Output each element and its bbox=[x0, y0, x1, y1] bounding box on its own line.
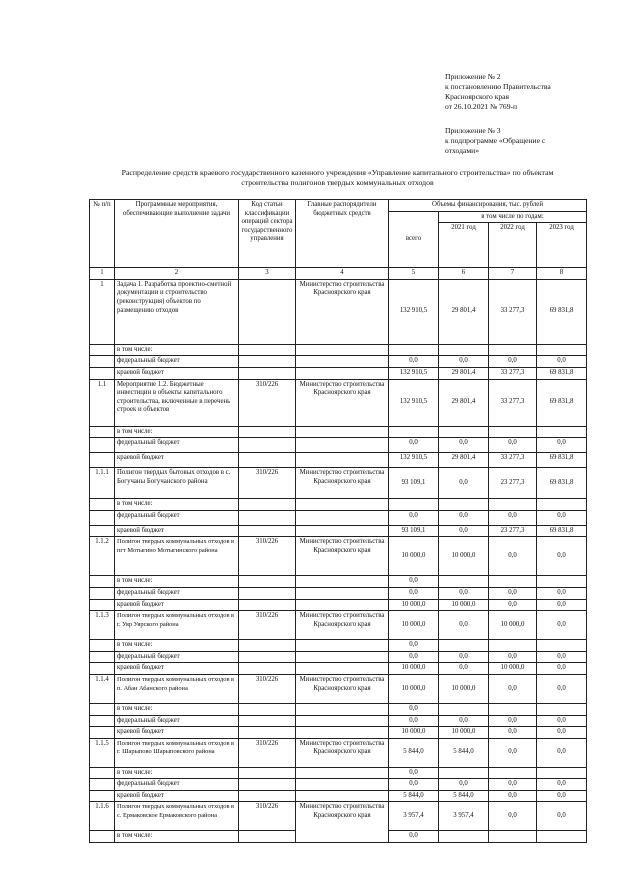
row-name: Полигон твердых коммунальных отходов в с. Ермаковское Ермаковского района bbox=[115, 802, 239, 831]
header-managers: Главные распорядители бюджетных средств bbox=[296, 200, 389, 268]
row-name: Полигон твердых коммунальных отходов в г. Шарыпово Шарыповского района bbox=[115, 738, 239, 767]
appendix-line: Приложение № 3 bbox=[445, 126, 501, 135]
row-ministry: Министерство строительства Красноярского края bbox=[296, 674, 389, 703]
table-row bbox=[90, 367, 587, 379]
reg-2022: 23 277,3 bbox=[489, 525, 537, 537]
reg-total: 10 000,0 bbox=[389, 663, 439, 675]
incl-label: в том числе: bbox=[115, 703, 239, 715]
table-row bbox=[90, 599, 587, 611]
row-2022: 33 277,3 bbox=[489, 379, 537, 426]
row-total: 132 910,5 bbox=[389, 379, 439, 426]
reg-2023: 0,0 bbox=[537, 790, 587, 802]
fed-2021: 0,0 bbox=[439, 715, 489, 727]
row-name: Полигон твердых коммунальных отходов в пгт Мотыгино Мотыгинского района bbox=[115, 537, 239, 576]
fed-label: федеральный бюджет bbox=[115, 438, 239, 453]
appendix-line: к подпрограмме «Обращение с bbox=[445, 136, 546, 145]
row-total: 10 000,0 bbox=[389, 611, 439, 640]
row-total: 3 957,4 bbox=[389, 802, 439, 831]
table-row bbox=[90, 438, 587, 453]
row-2023: 0,0 bbox=[537, 674, 587, 703]
row-2022: 0,0 bbox=[489, 738, 537, 767]
fed-2021: 0,0 bbox=[439, 587, 489, 599]
row-2022: 33 277,3 bbox=[489, 279, 537, 344]
header-total: всего bbox=[389, 211, 439, 268]
row-name: Полигон твердых коммунальных отходов в г. Уяр Уярского района bbox=[115, 611, 239, 640]
row-num: 1.1.3 bbox=[90, 611, 115, 640]
table-row bbox=[90, 674, 587, 703]
row-name: Мероприятие 1.2. Бюджетные инвестиции в объекты капитального строительства, включенные в перечень строек и объектов bbox=[115, 379, 239, 426]
title-line: Распределение средств краевого государственного казенного учреждения «Управление капитального строительства» по объектам bbox=[121, 168, 554, 177]
header-volumes: Объемы финансирования, тыс. рублей bbox=[389, 200, 587, 212]
reg-label: краевой бюджет bbox=[115, 599, 239, 611]
row-code: 310/226 bbox=[239, 738, 296, 767]
table-row bbox=[90, 344, 587, 356]
colnum: 4 bbox=[296, 268, 389, 280]
incl-total: 0,0 bbox=[389, 703, 439, 715]
reg-2023: 0,0 bbox=[537, 599, 587, 611]
row-num: 1.1 bbox=[90, 379, 115, 426]
fed-2023: 0,0 bbox=[537, 587, 587, 599]
incl-label: в том числе: bbox=[115, 640, 239, 652]
fed-2022: 0,0 bbox=[489, 587, 537, 599]
colnum: 8 bbox=[537, 268, 587, 280]
reg-2021: 0,0 bbox=[439, 663, 489, 675]
fed-2023: 0,0 bbox=[537, 779, 587, 791]
incl-total: 0,0 bbox=[389, 767, 439, 779]
fed-label: федеральный бюджет bbox=[115, 651, 239, 663]
table-row bbox=[90, 727, 587, 739]
table-row bbox=[90, 663, 587, 675]
row-code bbox=[239, 279, 296, 344]
incl-label: в том числе: bbox=[115, 576, 239, 588]
header-num: № п/п bbox=[90, 200, 115, 268]
table-row bbox=[90, 453, 587, 468]
reg-2022: 33 277,3 bbox=[489, 453, 537, 468]
reg-2022: 10 000,0 bbox=[489, 663, 537, 675]
table-row bbox=[90, 738, 587, 767]
row-2022: 0,0 bbox=[489, 537, 537, 576]
reg-2023: 0,0 bbox=[537, 727, 587, 739]
row-name: Полигон твердых бытовых отходов в с. Богучаны Богучанского района bbox=[115, 468, 239, 499]
row-2023: 69 831,8 bbox=[537, 379, 587, 426]
header-2021: 2021 год bbox=[439, 223, 489, 268]
fed-total: 0,0 bbox=[389, 715, 439, 727]
fed-2023: 0,0 bbox=[537, 715, 587, 727]
reg-label: краевой бюджет bbox=[115, 367, 239, 379]
row-num: 1.1.2 bbox=[90, 537, 115, 576]
reg-label: краевой бюджет bbox=[115, 663, 239, 675]
reg-2022: 33 277,3 bbox=[489, 367, 537, 379]
fed-2023: 0,0 bbox=[537, 356, 587, 368]
row-total: 93 109,1 bbox=[389, 468, 439, 499]
header-program: Программные мероприятия, обеспечивающие выполнение задачи bbox=[115, 200, 239, 268]
reg-2023: 69 831,8 bbox=[537, 453, 587, 468]
row-num: 1 bbox=[90, 279, 115, 344]
row-code: 310/226 bbox=[239, 802, 296, 831]
table-row bbox=[90, 426, 587, 438]
fed-2021: 0,0 bbox=[439, 510, 489, 525]
reg-label: краевой бюджет bbox=[115, 453, 239, 468]
row-name: Полигон твердых коммунальных отходов в п. Абан Абанского района bbox=[115, 674, 239, 703]
table-row bbox=[90, 715, 587, 727]
row-2021: 10 000,0 bbox=[439, 537, 489, 576]
table-row bbox=[90, 468, 587, 499]
fed-total: 0,0 bbox=[389, 438, 439, 453]
fed-label: федеральный бюджет bbox=[115, 779, 239, 791]
row-ministry: Министерство строительства Красноярского края bbox=[296, 468, 389, 499]
fed-2022: 0,0 bbox=[489, 715, 537, 727]
row-2023: 0,0 bbox=[537, 802, 587, 831]
header-2023: 2023 год bbox=[537, 223, 587, 268]
reg-total: 10 000,0 bbox=[389, 727, 439, 739]
table-row bbox=[90, 587, 587, 599]
appendix-line: от 26.10.2021 № 769-п bbox=[445, 102, 518, 111]
row-2021: 10 000,0 bbox=[439, 674, 489, 703]
row-total: 5 844,0 bbox=[389, 738, 439, 767]
table-row bbox=[90, 611, 587, 640]
row-ministry: Министерство строительства Красноярского края bbox=[296, 802, 389, 843]
fed-total: 0,0 bbox=[389, 779, 439, 791]
row-2021: 0,0 bbox=[439, 468, 489, 499]
row-code: 310/226 bbox=[239, 537, 296, 576]
fed-total: 0,0 bbox=[389, 587, 439, 599]
row-2023: 0,0 bbox=[537, 537, 587, 576]
row-code: 310/226 bbox=[239, 674, 296, 703]
appendix-line: отходами» bbox=[445, 146, 480, 155]
table-row bbox=[90, 703, 587, 715]
colnum: 2 bbox=[115, 268, 239, 280]
incl-total: 0,0 bbox=[389, 831, 439, 843]
fed-2023: 0,0 bbox=[537, 510, 587, 525]
row-2021: 5 844,0 bbox=[439, 738, 489, 767]
fed-2021: 0,0 bbox=[439, 651, 489, 663]
colnum: 7 bbox=[489, 268, 537, 280]
incl-label: в том числе: bbox=[115, 831, 239, 843]
reg-2023: 0,0 bbox=[537, 663, 587, 675]
table-row bbox=[90, 279, 587, 344]
colnum: 6 bbox=[439, 268, 489, 280]
colnum: 5 bbox=[389, 268, 439, 280]
financing-table bbox=[89, 199, 587, 843]
fed-label: федеральный бюджет bbox=[115, 587, 239, 599]
colnum: 1 bbox=[90, 268, 115, 280]
fed-2021: 0,0 bbox=[439, 438, 489, 453]
row-2022: 0,0 bbox=[489, 674, 537, 703]
fed-2022: 0,0 bbox=[489, 438, 537, 453]
fed-2022: 0,0 bbox=[489, 779, 537, 791]
fed-total: 0,0 bbox=[389, 510, 439, 525]
row-num: 1.1.5 bbox=[90, 738, 115, 767]
reg-label: краевой бюджет bbox=[115, 727, 239, 739]
row-ministry: Министерство строительства Красноярского края bbox=[296, 379, 389, 426]
reg-total: 5 844,0 bbox=[389, 790, 439, 802]
row-num: 1.1.4 bbox=[90, 674, 115, 703]
header-code: Код статьи классификации операций сектора государственного управления bbox=[239, 200, 296, 268]
row-name: Задача 1. Разработка проектно-сметной документации и строительство (реконструкция) объектов по размещению отходов bbox=[115, 279, 239, 344]
fed-2022: 0,0 bbox=[489, 510, 537, 525]
appendix-line: Красноярского края bbox=[445, 92, 510, 101]
appendix-line: Приложение № 2 bbox=[445, 72, 501, 81]
header-incl-years: в том числе по годам: bbox=[439, 211, 587, 223]
fed-label: федеральный бюджет bbox=[115, 510, 239, 525]
row-2021: 29 801,4 bbox=[439, 379, 489, 426]
incl-total: 0,0 bbox=[389, 576, 439, 588]
row-2021: 3 957,4 bbox=[439, 802, 489, 831]
reg-label: краевой бюджет bbox=[115, 525, 239, 537]
table-row bbox=[90, 651, 587, 663]
reg-total: 10 000,0 bbox=[389, 599, 439, 611]
table-row bbox=[90, 499, 587, 511]
reg-2022: 0,0 bbox=[489, 727, 537, 739]
table-row bbox=[90, 525, 587, 537]
row-2021: 0,0 bbox=[439, 611, 489, 640]
fed-2022: 0,0 bbox=[489, 651, 537, 663]
incl-label: в том числе: bbox=[115, 767, 239, 779]
reg-2021: 0,0 bbox=[439, 525, 489, 537]
table-row bbox=[90, 537, 587, 576]
table-row bbox=[90, 356, 587, 368]
row-ministry: Министерство строительства Красноярского края bbox=[296, 279, 389, 344]
incl-label: в том числе: bbox=[115, 499, 239, 511]
table-row bbox=[90, 802, 587, 831]
row-code: 310/226 bbox=[239, 611, 296, 640]
appendix-line: к постановлению Правительства bbox=[445, 82, 551, 91]
reg-total: 132 910,5 bbox=[389, 367, 439, 379]
reg-total: 132 910,5 bbox=[389, 453, 439, 468]
reg-2023: 69 831,8 bbox=[537, 525, 587, 537]
appendix-block bbox=[445, 72, 551, 156]
table-row bbox=[90, 379, 587, 426]
reg-2021: 29 801,4 bbox=[439, 367, 489, 379]
colnum: 3 bbox=[239, 268, 296, 280]
row-2023: 69 831,8 bbox=[537, 468, 587, 499]
row-2022: 23 277,3 bbox=[489, 468, 537, 499]
title-line: строительства полигонов твердых коммунальных отходов bbox=[241, 178, 434, 187]
reg-2021: 10 000,0 bbox=[439, 599, 489, 611]
table-row bbox=[90, 510, 587, 525]
row-ministry: Министерство строительства Красноярского края bbox=[296, 537, 389, 576]
row-ministry: Министерство строительства Красноярского края bbox=[296, 738, 389, 767]
table-row bbox=[90, 640, 587, 652]
row-2022: 10 000,0 bbox=[489, 611, 537, 640]
reg-2022: 0,0 bbox=[489, 599, 537, 611]
header-2022: 2022 год bbox=[489, 223, 537, 268]
row-total: 10 000,0 bbox=[389, 674, 439, 703]
row-code: 310/226 bbox=[239, 468, 296, 499]
fed-label: федеральный бюджет bbox=[115, 715, 239, 727]
table-row bbox=[90, 576, 587, 588]
reg-2021: 29 801,4 bbox=[439, 453, 489, 468]
incl-label: в том числе: bbox=[115, 344, 239, 356]
row-2023: 69 831,8 bbox=[537, 279, 587, 344]
row-code: 310/226 bbox=[239, 379, 296, 426]
column-number-row bbox=[90, 268, 587, 280]
row-total: 132 910,5 bbox=[389, 279, 439, 344]
reg-total: 93 109,1 bbox=[389, 525, 439, 537]
table-row bbox=[90, 779, 587, 791]
header-row bbox=[90, 200, 587, 212]
row-2023: 0,0 bbox=[537, 611, 587, 640]
fed-total: 0,0 bbox=[389, 651, 439, 663]
row-2021: 29 801,4 bbox=[439, 279, 489, 344]
row-num: 1.1.6 bbox=[90, 802, 115, 831]
table-row bbox=[90, 790, 587, 802]
document-title bbox=[60, 168, 615, 188]
reg-label: краевой бюджет bbox=[115, 790, 239, 802]
fed-2022: 0,0 bbox=[489, 356, 537, 368]
row-2023: 0,0 bbox=[537, 738, 587, 767]
fed-2021: 0,0 bbox=[439, 356, 489, 368]
row-total: 10 000,0 bbox=[389, 537, 439, 576]
incl-label: в том числе: bbox=[115, 426, 239, 438]
row-ministry: Министерство строительства Красноярского края bbox=[296, 611, 389, 640]
incl-total: 0,0 bbox=[389, 640, 439, 652]
fed-2023: 0,0 bbox=[537, 651, 587, 663]
table-row bbox=[90, 767, 587, 779]
reg-2023: 69 831,8 bbox=[537, 367, 587, 379]
reg-2022: 0,0 bbox=[489, 790, 537, 802]
row-2022: 0,0 bbox=[489, 802, 537, 831]
fed-2023: 0,0 bbox=[537, 438, 587, 453]
fed-label: федеральный бюджет bbox=[115, 356, 239, 368]
fed-total: 0,0 bbox=[389, 356, 439, 368]
fed-2021: 0,0 bbox=[439, 779, 489, 791]
reg-2021: 10 000,0 bbox=[439, 727, 489, 739]
row-num: 1.1.1 bbox=[90, 468, 115, 499]
reg-2021: 5 844,0 bbox=[439, 790, 489, 802]
